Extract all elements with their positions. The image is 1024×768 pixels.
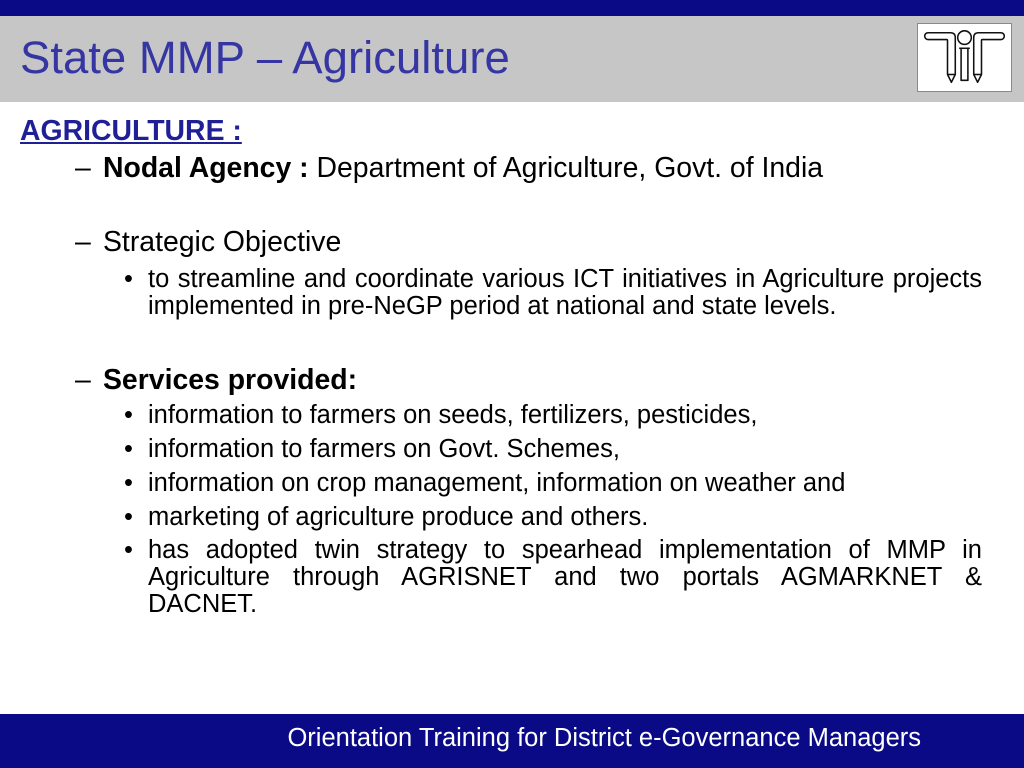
footer-text: Orientation Training for District e-Governance Managers [287,724,921,752]
bullet-marker: • [124,469,133,497]
services-bullet: information to farmers on Govt. Schemes, [148,435,620,463]
title-band [0,16,1024,102]
strategic-objective-label: Strategic Objective [103,226,342,258]
strategic-objective-item [0,226,1024,258]
bullet-marker: • [124,536,133,564]
services-bullet: information on crop management, information on weather and [148,469,846,497]
services-bullet: marketing of agriculture produce and others. [148,503,649,531]
slide-title: State MMP – Agriculture [20,32,510,83]
bullet-marker: • [124,265,133,293]
top-bar [0,0,1024,16]
services-label: Services provided: [103,364,358,396]
services-item [0,364,1024,396]
dash-marker: – [75,152,91,184]
nodal-agency-text [103,152,823,184]
nodal-agency-item [0,152,1024,184]
dash-marker: – [75,226,91,258]
nodal-agency-value: Department of Agriculture, Govt. of India [316,152,824,184]
dash-marker: – [75,364,91,396]
nodal-agency-label: Nodal Agency : [103,152,309,184]
logo-icon [918,24,1011,91]
services-bullet: has adopted twin strategy to spearhead implementation of MMP in Agriculture through AGRISNET and two portals AGMARKNET & DACNET. [148,536,982,618]
strategic-objective-bullet: to streamline and coordinate various ICT initiatives in Agriculture projects implemented in pre-NeGP period at national and state levels. [148,265,982,320]
bullet-marker: • [124,503,133,531]
footer-bar [0,714,1024,768]
bullet-marker: • [124,401,133,429]
services-bullet: information to farmers on seeds, fertilizers, pesticides, [148,401,758,429]
logo [917,23,1012,92]
bullet-marker: • [124,435,133,463]
section-heading: AGRICULTURE : [20,115,242,147]
